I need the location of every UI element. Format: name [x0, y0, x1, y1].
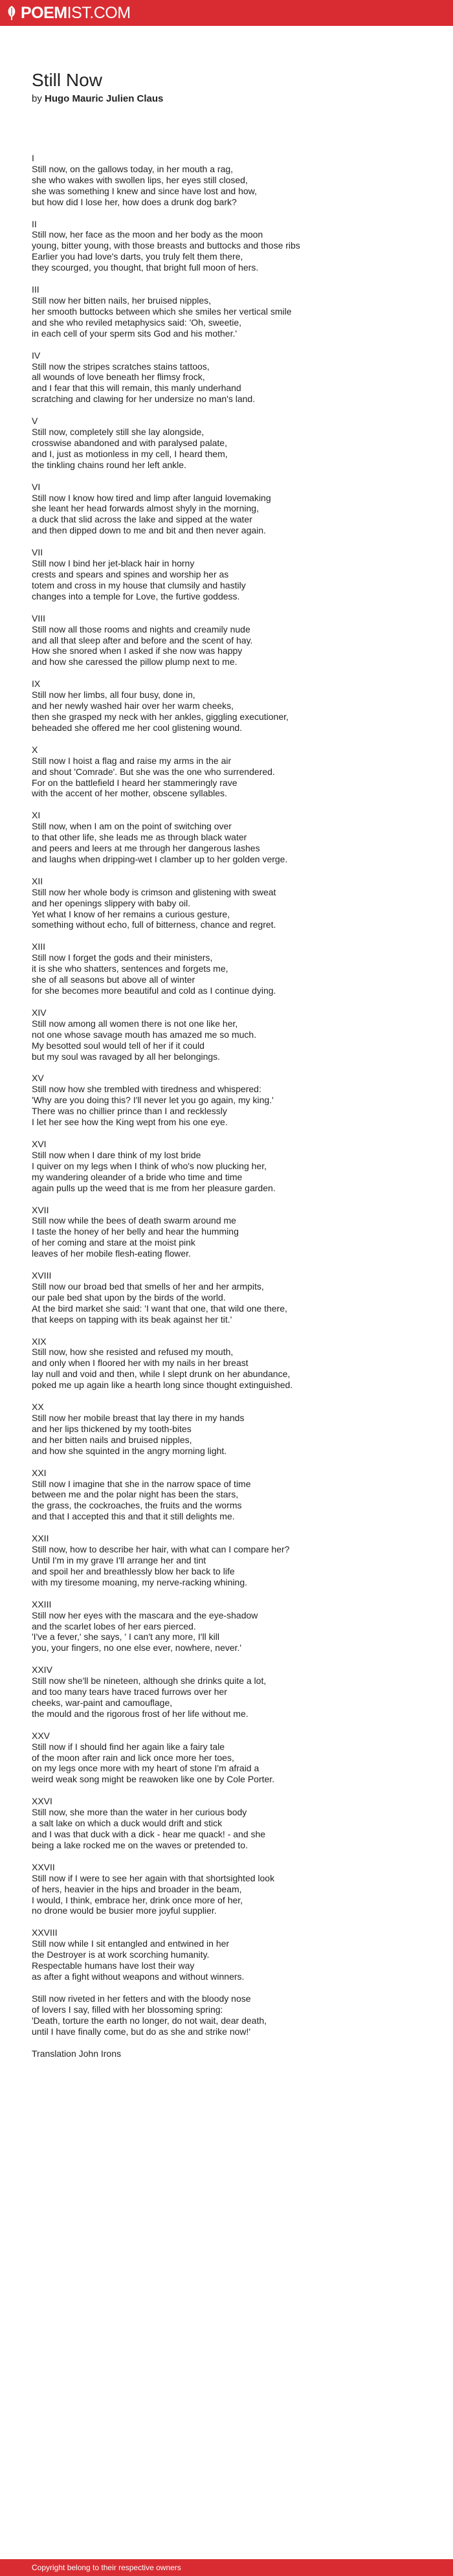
poem-body — [32, 153, 433, 2037]
poem-stanza: XXV Still now if I should find her again like a fairy tale of the moon after rain and lick once more her toes, on my legs once more with my heart of stone I'm afraid a weird weak song might be reawoken like one by Cole Porter. — [32, 1730, 275, 1785]
author-name[interactable]: Hugo Mauric Julien Claus — [45, 93, 164, 104]
poem-stanza: XXI Still now I imagine that she in the narrow space of time between me and the polar night has been the stars, the grass, the cockroaches, the fruits and the worms and that I accepted this and that it still delights me. — [32, 1467, 251, 1522]
poem-stanza: V Still now, completely still she lay alongside, crosswise abandoned and with paralysed palate, and I, just as motionless in my cell, I heard them, the tinkling chains round her left ankle. — [32, 416, 228, 470]
poem-stanza: XII Still now her whole body is crimson and glistening with sweat and her openings slippery with baby oil. Yet what I know of her remains a curious gesture, something without echo, full of bitterness, chance and regret. — [32, 875, 276, 930]
poem-stanza: XVII Still now while the bees of death swarm around me I taste the honey of her belly and hear the humming of her coming and stare at the moist pink leaves of her mobile flesh-eating flower. — [32, 1204, 239, 1259]
poem-stanza: X Still now I hoist a flag and raise my arms in the air and shout 'Comrade'. But she was the one who surrendered. For on the battlefield I heard her stammeringly rave with the accent of her mother, obscene syllables. — [32, 744, 275, 799]
poem-stanza: XXIII Still now her eyes with the mascara and the eye-shadow and the scarlet lobes of her ears pierced. 'I've a fever,' she says, ' I can't any more, I'll kill you, your fingers, no one else ever, nowhere, never.' — [32, 1598, 258, 1653]
poem-stanza: XIII Still now I forget the gods and their ministers, it is she who shatters, sentences and forgets me, she of all seasons but above all of winter for she becomes more beautiful and cold as I continue dying. — [32, 941, 276, 996]
poem-byline — [32, 93, 433, 105]
poem-stanza: VI Still now I know how tired and limp after languid lovemaking she leant her head forwards almost shyly in the morning, a duck that slid across the lake and sipped at the water and then dipped down to me and bit and then never again. — [32, 481, 271, 536]
site-footer — [0, 2559, 453, 2576]
poem-stanza: VIII Still now all those rooms and nights and creamily nude and all that sleep after and before and the scent of hay. How she snored when I asked if she now was happy and how she caressed the pillow plump next to me. — [32, 612, 253, 667]
poem-stanza: XV Still now how she trembled with tiredness and whispered: 'Why are you doing this? I'll never let you go again, my king.' There was no chillier prince than I and recklessly I let her see how the King wept from his one eye. — [32, 1073, 274, 1128]
poem-stanza: IV Still now the stripes scratches stains tattoos, all wounds of love beneath her flimsy frock, and I fear that this will remain, this manly underhand scratching and clawing for her undersize no man's land. — [32, 350, 256, 405]
poem-stanza: XXII Still now, how to describe her hair, with what can I compare her? Until I'm in my grave I'll arrange her and tint and spoil her and breathlessly blow her back to life with my tiresome moaning, my nerve-racking whining. — [32, 1533, 290, 1587]
site-header — [0, 0, 453, 26]
poem-stanza: XX Still now her mobile breast that lay there in my hands and her lips thickened by my tooth-bites and her bitten nails and bruised nipples, and how she squinted in the angry morning light. — [32, 1402, 245, 1456]
site-logo-text: POEMIST.COM — [21, 4, 131, 22]
poem-title: Still Now — [32, 70, 102, 90]
poem-content — [32, 52, 433, 2059]
byline-prefix: by — [32, 93, 45, 104]
poem-stanza: Still now riveted in her fetters and with the bloody nose of lovers I say, filled with her blossoming spring: 'Death, torture the earth no longer, do not wait, dear death, until I have finally come, but do as she and strike now!' — [32, 1993, 267, 2037]
poem-stanza: XVI Still now when I dare think of my lost bride I quiver on my legs when I think of who's now plucking her, my wandering oleander of a bride who time and time again pulls up the weed that is me from her pleasure garden. — [32, 1138, 276, 1193]
poem-stanza: VII Still now I bind her jet-black hair in horny crests and spears and spines and worship her as totem and cross in my house that clumsily and hastily changes into a temple for Love, the furtive goddess. — [32, 547, 246, 601]
poem-stanza: XIV Still now among all women there is not one like her, not one whose savage mouth has amazed me so much. My besotted soul would tell of her if it could but my soul was ravaged by all her belongings. — [32, 1007, 257, 1062]
poem-stanza: XIX Still now, how she resisted and refused my mouth, and only when I floored her with my nails in her breast lay null and void and then, while I slept drunk on her abundance, poked me up again like a hearth long since thought extinguished. — [32, 1336, 293, 1391]
poem-stanza: XXVI Still now, she more than the water in her curious body a salt lake on which a duck would drift and stick and I was that duck with a dick - hear me quack! - and she being a lake rocked me on the waves or pretended to. — [32, 1796, 266, 1850]
quill-pen-icon — [6, 6, 17, 20]
site-logo[interactable] — [6, 0, 131, 26]
poem-stanza: II Still now, her face as the moon and her body as the moon young, bitter young, with those breasts and buttocks and those ribs Earlier you had love's darts, you truly felt them there, they scourged, you thought, that bright full moon of hers. — [32, 218, 300, 273]
poem-stanza: XVIII Still now our broad bed that smells of her and her armpits, our pale bed shat upon by the birds of the world. At the bird market she said: 'I want that one, that wild one there, that keeps on tapping with its beak against her tit.' — [32, 1270, 287, 1325]
poem-stanza: XXVIII Still now while I sit entangled and entwined in her the Destroyer is at work scorching humanity. Respectable humans have lost their way as after a fight without weapons and without winners. — [32, 1927, 245, 1982]
copyright-notice: Copyright belong to their respective owners — [32, 2563, 181, 2572]
poem-stanza: XI Still now, when I am on the point of switching over to that other life, she leads me as through black water and peers and leers at me through her dangerous lashes and laughs when dripping-wet I clamber up to her golden verge. — [32, 810, 288, 864]
poem-stanza: I Still now, on the gallows today, in her mouth a rag, she who wakes with swollen lips, her eyes still closed, she was something I knew and since have lost and how, but how did I lose her, how does a drunk dog bark? — [32, 153, 257, 207]
translation-credit: Translation John Irons — [32, 2048, 121, 2059]
poem-stanza: IX Still now her limbs, all four busy, done in, and her newly washed hair over her warm cheeks, then she grasped my neck with her ankles, giggling executioner, beheaded she offered me her cool glistening wound. — [32, 678, 289, 733]
poem-stanza: III Still now her bitten nails, her bruised nipples, her smooth buttocks between which she smiles her vertical smile and she who reviled metaphysics said: 'Oh, sweetie, in each cell of your sperm sits God and his mother.' — [32, 284, 292, 339]
poem-stanza: XXVII Still now if I were to see her again with that shortsighted look of hers, heavier in the hips and broader in the beam, I would, I think, embrace her, drink once more of her, no drone would be busier more joyful supplier. — [32, 1861, 275, 1916]
poem-stanza: XXIV Still now she'll be nineteen, although she drinks quite a lot, and too many tears have traced furrows over her cheeks, war-paint and camouflage, the mould and the rigorous frost of her life without me. — [32, 1664, 267, 1719]
